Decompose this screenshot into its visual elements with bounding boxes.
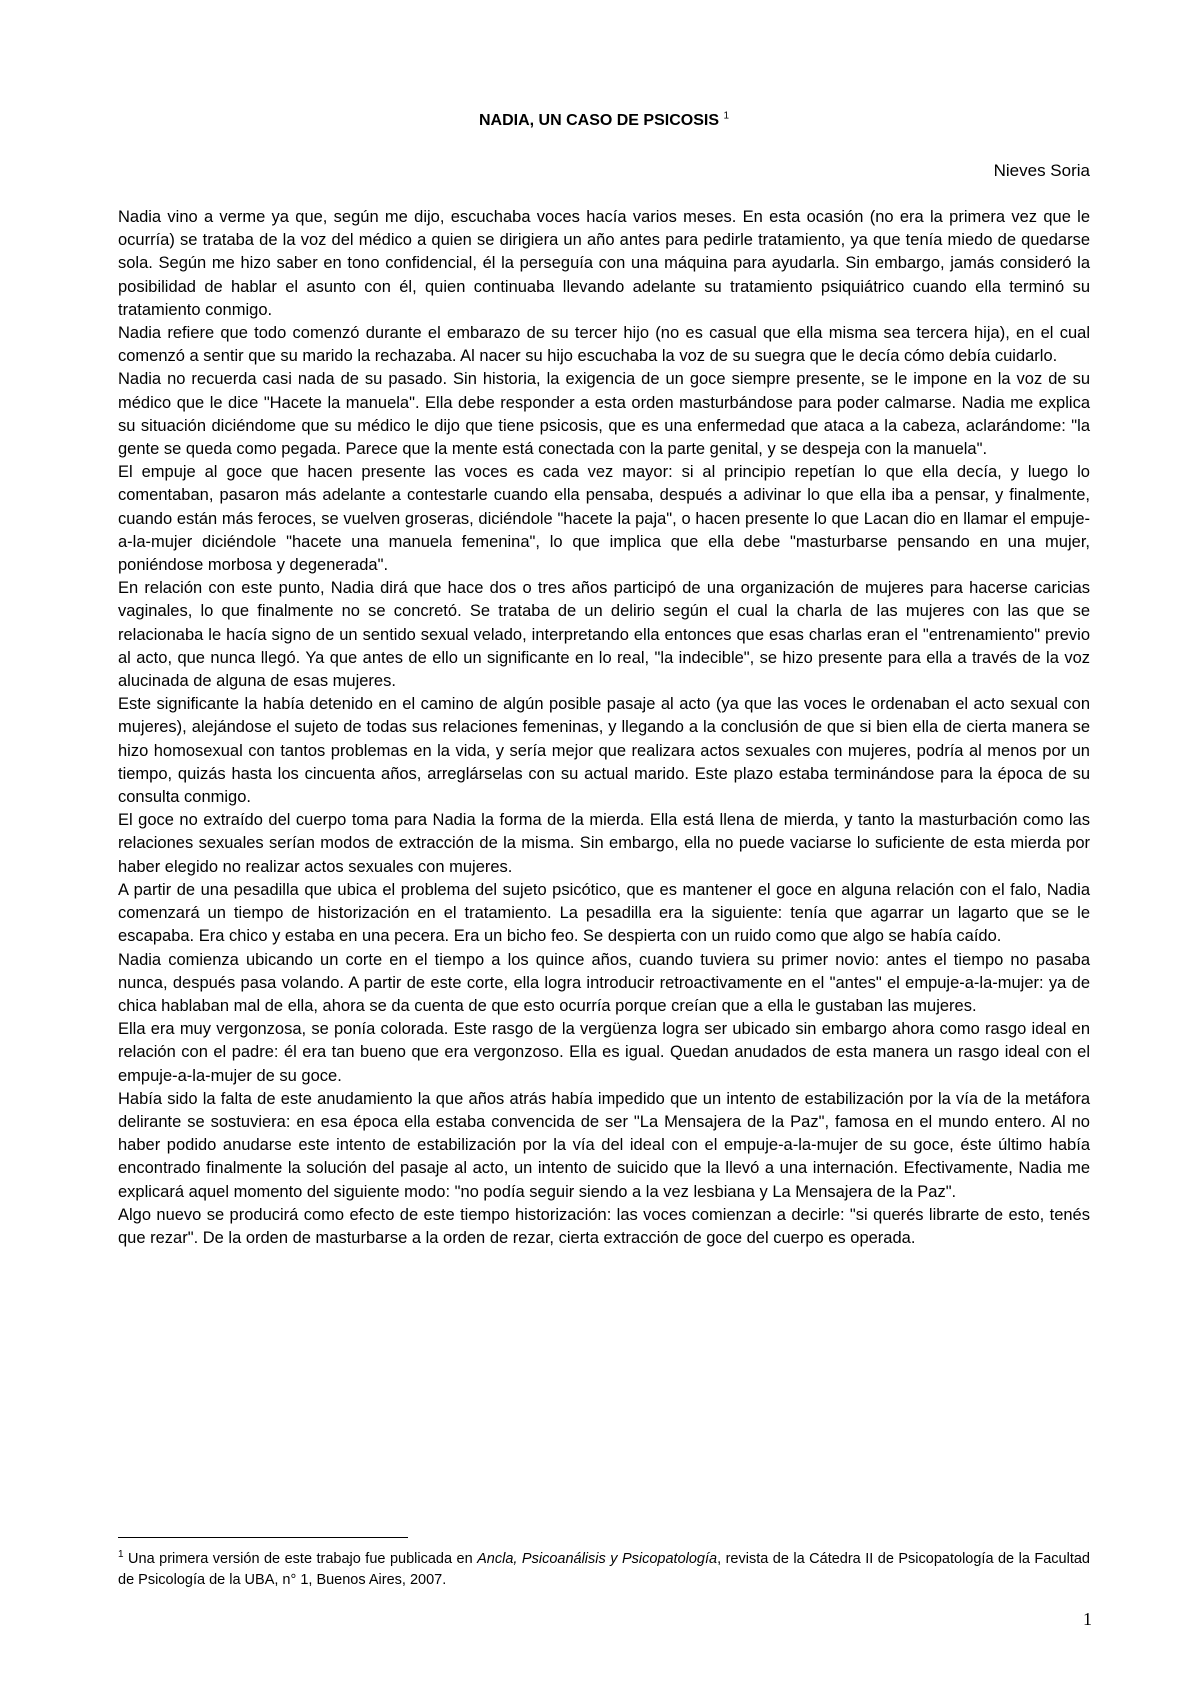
paragraph: En relación con este punto, Nadia dirá que hace dos o tres años participó de una organización de mujeres para hacerse caricias vaginales, lo que finalmente no se concretó. Se trataba de un delirio según el cual la charla de las mujeres con las que se relacionaba le hacía signo de un sentido sexual velado, interpretando ella entonces que esas charlas eran el "entrenamiento" previo al acto, que nunca llegó. Ya que antes de ello un significante en lo real, "la indecible", se hizo presente para ella a través de la voz alucinada de alguna de esas mujeres. — [118, 579, 1090, 691]
page-number: 1 — [1083, 1609, 1092, 1629]
footnote-text-before: Una primera versión de este trabajo fue publicada en — [128, 1551, 473, 1567]
title-footnote-marker[interactable]: 1 — [723, 110, 730, 122]
footnote-publication-title: Ancla, Psicoanálisis y Psicopatología — [477, 1551, 718, 1567]
paragraph: Nadia no recuerda casi nada de su pasado. Sin historia, la exigencia de un goce siempre presente, se le impone en la voz de su médico que le dice "Hacete la manuela". Ella debe responder a esta orden masturbándose para poder calmarse. Nadia me explica su situación diciéndome que su médico le dijo que tiene psicosis, que es una enfermedad que ataca a la cabeza, aclarándome: "la gente se queda como pegada. Parece que la mente está conectada con la parte genital, y se despeja con la manuela". — [118, 370, 1090, 459]
paragraph: Nadia vino a verme ya que, según me dijo, escuchaba voces hacía varios meses. En esta ocasión (no era la primera vez que le ocurría) se trataba de la voz del médico a quien se dirigiera un año antes para pedirle tratamiento, ya que tenía miedo de quedarse sola. Según me hizo saber en tono confidencial, él la perseguía con una máquina para ayudarla. Sin embargo, jamás consideró la posibilidad de hablar el asunto con él, quien continuaba llevando adelante su tratamiento psiquiátrico cuando ella terminó su tratamiento conmigo. — [118, 208, 1090, 319]
footnote-text-after: , revista de la Cátedra II de Psicopatología de la Facultad de Psicología de la UBA, n° 1, Buenos Aires, 2007. — [118, 1551, 1090, 1588]
footnote-separator — [118, 1537, 408, 1538]
paragraph: Ella era muy vergonzosa, se ponía colorada. Este rasgo de la vergüenza logra ser ubicado sin embargo ahora como rasgo ideal en relación con el padre: él era tan bueno que era vergonzoso. Ella es igual. Quedan anudados de esta manera un rasgo ideal con el empuje-a-la-mujer de su goce. — [118, 1020, 1090, 1085]
footnote — [118, 1549, 1090, 1591]
footnote-marker: 1 — [118, 1549, 124, 1561]
paragraph: Había sido la falta de este anudamiento la que años atrás había impedido que un intento de estabilización por la vía de la metáfora delirante se sostuviera: en esa época ella estaba convencida de ser "La Mensajera de la Paz", famosa en el mundo entero. Al no haber podido anudarse este intento de estabilización por la vía del ideal con el empuje-a-la-mujer de su goce, éste último había encontrado finalmente la solución del pasaje al acto, un intento de suicido que la llevó a una internación. Efectivamente, Nadia me explicará aquel momento del siguiente modo: "no podía seguir siendo a la vez lesbiana y La Mensajera de la Paz". — [118, 1089, 1090, 1201]
document-title — [118, 110, 1090, 132]
author-name: Nieves Soria — [993, 161, 1090, 180]
paragraph: Este significante la había detenido en el camino de algún posible pasaje al acto (ya que las voces le ordenaban el acto sexual con mujeres), alejándose el sujeto de todas sus relaciones femeninas, y llegando a la conclusión de que si bien ella de cierta manera se hizo homosexual con tantos problemas en la vida, y sería mejor que realizara actos sexuales con mujeres, podría al menos por un tiempo, quizás hasta los cincuenta años, arreglárselas con su actual marido. Este plazo estaba terminándose para la época de su consulta conmigo. — [118, 695, 1090, 807]
paragraph: El empuje al goce que hacen presente las voces es cada vez mayor: si al principio repetían lo que ella decía, y luego lo comentaban, pasaron más adelante a contestarle cuando ella pensaba, después a adivinar lo que ella iba a pensar, y finalmente, cuando están más feroces, se vuelven groseras, diciéndole "hacete la paja", o hacen presente lo que Lacan dio en llamar el empuje-a-la-mujer diciéndole "hacete una manuela femenina", lo que implica que ella debe "masturbarse pensando en una mujer, poniéndose morbosa y degenerada". — [118, 463, 1090, 575]
document-body — [118, 206, 1090, 1250]
paragraph: El goce no extraído del cuerpo toma para Nadia la forma de la mierda. Ella está llena de mierda, y tanto la masturbación como las relaciones sexuales serían modos de extracción de la misma. Sin embargo, ella no puede vaciarse lo suficiente de esta mierda por haber elegido no realizar actos sexuales con mujeres. — [118, 811, 1090, 876]
paragraph: Algo nuevo se producirá como efecto de este tiempo historización: las voces comienzan a decirle: "si querés librarte de esto, tenés que rezar". De la orden de masturbarse a la orden de rezar, cierta extracción de goce del cuerpo es operada. — [118, 1205, 1090, 1247]
paragraph: Nadia refiere que todo comenzó durante el embarazo de su tercer hijo (no es casual que ella misma sea tercera hija), en el cual comenzó a sentir que su marido la rechazaba. Al nacer su hijo escuchaba la voz de su suegra que le decía cómo debía cuidarlo. — [118, 324, 1090, 366]
paragraph: A partir de una pesadilla que ubica el problema del sujeto psicótico, que es mantener el goce en alguna relación con el falo, Nadia comenzará un tiempo de historización en el tratamiento. La pesadilla era la siguiente: tenía que agarrar un lagarto que se le escapaba. Era chico y estaba en una pecera. Era un bicho feo. Se despierta con un ruido como que algo se había caído. — [118, 880, 1090, 946]
title-text: NADIA, UN CASO DE PSICOSIS — [478, 112, 719, 129]
paragraph: Nadia comienza ubicando un corte en el tiempo a los quince años, cuando tuviera su primer novio: antes el tiempo no pasaba nunca, después pasa volando. A partir de este corte, ella logra introducir retroactivamente en el "antes" el empuje-a-la-mujer: ya de chica hablaban mal de ella, ahora se da cuenta de que esto ocurría porque creían que a ella le gustaban las mujeres. — [118, 950, 1090, 1015]
